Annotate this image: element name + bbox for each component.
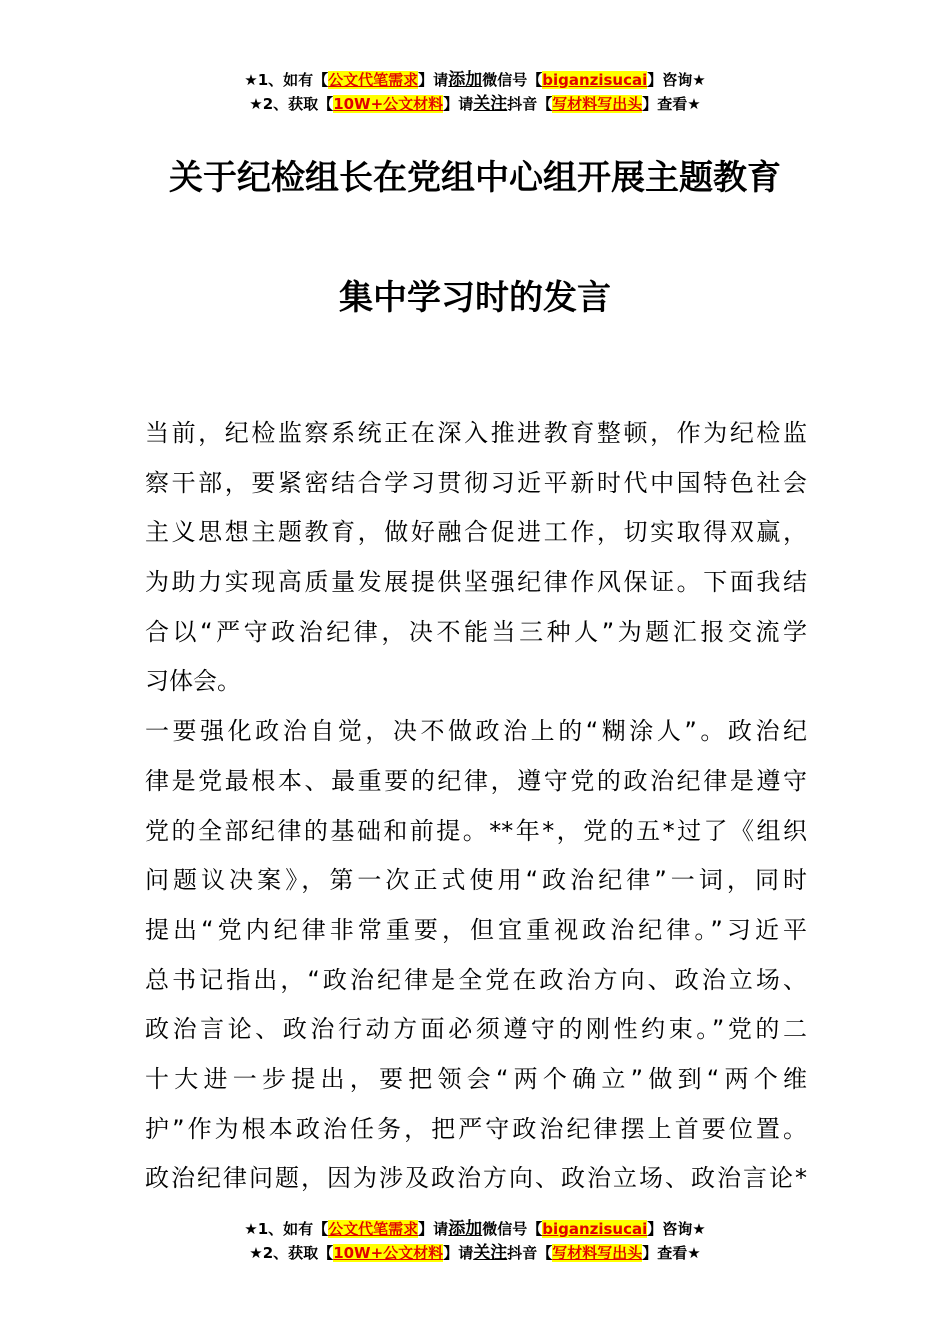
body-line: 当前，纪检监察系统正在深入推进教育整顿，作为纪检监 bbox=[145, 419, 807, 447]
body-line: 政治言论、政治行动方面必须遵守的刚性约束。”党的二 bbox=[145, 1015, 807, 1044]
banner-highlight: 公文代笔需求 bbox=[328, 71, 419, 89]
body-line: 察干部，要紧密结合学习贯彻习近平新时代中国特色社会 bbox=[145, 468, 807, 497]
body-line: 习体会。 bbox=[145, 667, 241, 696]
banner-highlight: 写材料写出头 bbox=[552, 95, 643, 113]
body-line: 总书记指出，“政治纪律是全党在政治方向、政治立场、 bbox=[145, 965, 807, 994]
document-title-line-1: 关于纪检组长在党组中心组开展主题教育 bbox=[169, 158, 781, 198]
document-body bbox=[145, 413, 807, 1208]
banner-text: ★2、获取【 bbox=[249, 1244, 334, 1262]
header-banner bbox=[0, 68, 950, 116]
banner-text: 】请 bbox=[443, 1244, 474, 1262]
body-line: 护”作为根本政治任务，把严守政治纪律摆上首要位置。 bbox=[145, 1114, 807, 1143]
document-title-line-2: 集中学习时的发言 bbox=[339, 278, 611, 318]
banner-highlight: 10W+公文材料 bbox=[333, 95, 444, 113]
banner-text: ★1、如有【 bbox=[244, 1220, 329, 1238]
banner-text: 】咨询★ bbox=[647, 1220, 706, 1238]
banner-emphasis: 添加 bbox=[448, 1219, 483, 1239]
banner-text: 微信号【 bbox=[482, 1220, 543, 1238]
banner-text: 】请 bbox=[418, 1220, 449, 1238]
banner-text: 】请 bbox=[418, 71, 449, 89]
banner-text: 微信号【 bbox=[482, 71, 543, 89]
body-line: 为助力实现高质量发展提供坚强纪律作风保证。下面我结 bbox=[145, 568, 807, 597]
banner-text: 】查看★ bbox=[642, 95, 701, 113]
body-line: 十大进一步提出，要把领会“两个确立”做到“两个维 bbox=[145, 1064, 807, 1093]
banner-emphasis: 关注 bbox=[473, 94, 508, 114]
body-line: 提出“党内纪律非常重要，但宜重视政治纪律。”习近平 bbox=[145, 915, 807, 944]
banner-text: 抖音【 bbox=[507, 95, 553, 113]
banner-text: ★2、获取【 bbox=[249, 95, 334, 113]
body-line: 主义思想主题教育，做好融合促进工作，切实取得双赢， bbox=[145, 518, 807, 547]
banner-text: 】咨询★ bbox=[647, 71, 706, 89]
body-line: 政治纪律问题，因为涉及政治方向、政治立场、政治言论* bbox=[145, 1164, 807, 1193]
banner-text: 抖音【 bbox=[507, 1244, 553, 1262]
banner-line-2 bbox=[0, 92, 950, 116]
body-line: 律是党最根本、最重要的纪律，遵守党的政治纪律是遵守 bbox=[145, 766, 807, 795]
body-line: 问题议决案》，第一次正式使用“政治纪律”一词，同时 bbox=[145, 866, 807, 895]
footer-banner bbox=[0, 1217, 950, 1265]
body-line: 合以“严守政治纪律，决不能当三种人”为题汇报交流学 bbox=[145, 617, 807, 646]
body-line: 一要强化政治自觉，决不做政治上的“糊涂人”。政治纪 bbox=[145, 717, 807, 746]
banner-highlight: 写材料写出头 bbox=[552, 1244, 643, 1262]
banner-highlight: biganzisucai bbox=[542, 71, 648, 89]
banner-text: 】请 bbox=[443, 95, 474, 113]
banner-line-2 bbox=[0, 1241, 950, 1265]
banner-highlight: biganzisucai bbox=[542, 1220, 648, 1238]
banner-line-1 bbox=[0, 68, 950, 92]
banner-highlight: 10W+公文材料 bbox=[333, 1244, 444, 1262]
banner-text: ★1、如有【 bbox=[244, 71, 329, 89]
banner-highlight: 公文代笔需求 bbox=[328, 1220, 419, 1238]
banner-line-1 bbox=[0, 1217, 950, 1241]
banner-text: 】查看★ bbox=[642, 1244, 701, 1262]
banner-emphasis: 关注 bbox=[473, 1243, 508, 1263]
body-line: 党的全部纪律的基础和前提。**年*，党的五*过了《组织 bbox=[145, 816, 807, 845]
banner-emphasis: 添加 bbox=[448, 70, 483, 90]
